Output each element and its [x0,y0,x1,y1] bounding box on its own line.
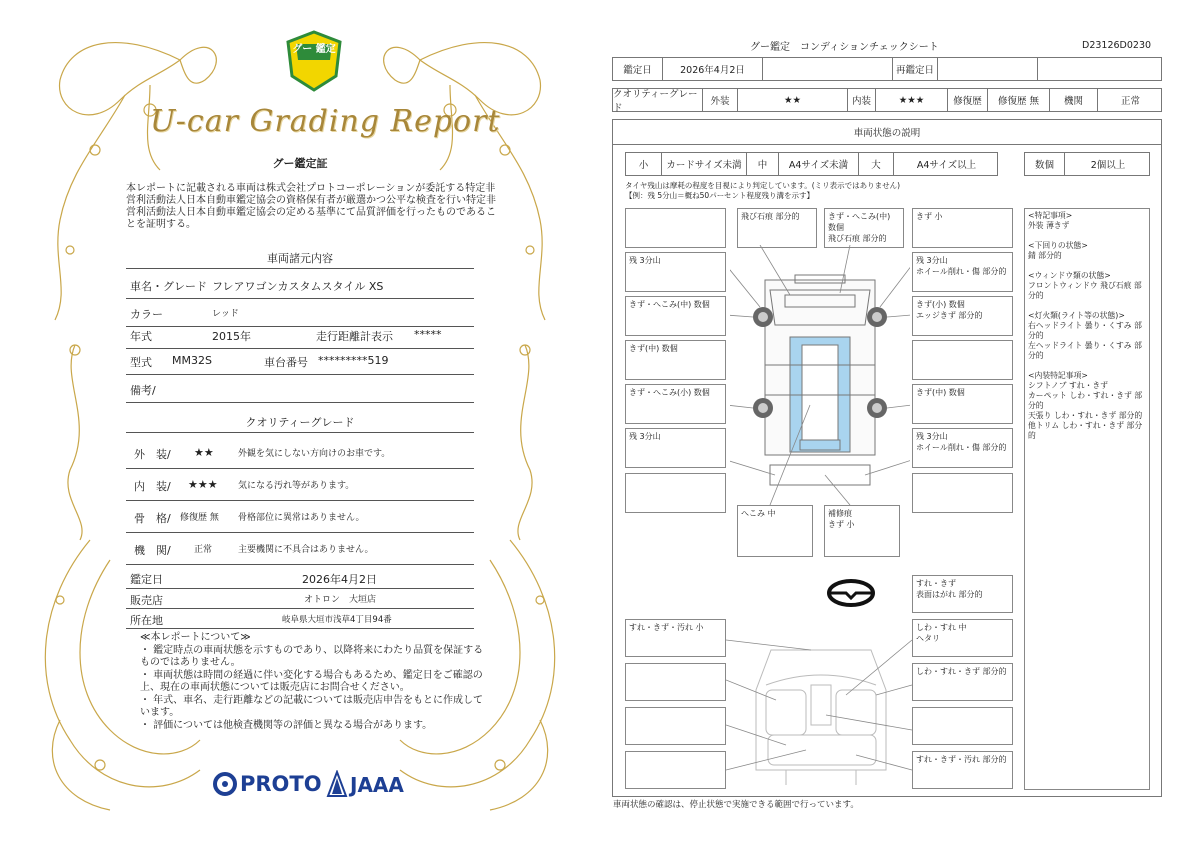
mileage-label: 走行距離計表示 [316,330,393,343]
size-large: 大 [859,153,894,175]
comment-box: 残 3分山 ホイール削れ・傷 部分的 [912,252,1013,292]
grade-label: 骨 格/ [134,512,171,525]
count-label: 数個 [1025,153,1065,175]
grade-label: 外 装/ [134,448,171,461]
comment-box: すれ・きず 表面はがれ 部分的 [912,575,1013,613]
quality-heading: クオリティーグレード [245,416,355,429]
grade-value: 修復歴 無 [180,513,219,523]
remarks-label: 備考/ [130,384,156,397]
color-value: レッド [212,309,239,319]
count-legend [1024,152,1150,176]
tire-note: タイヤ残山は摩耗の程度を目視により判定しています。(ミリ表示ではありません) [625,181,901,190]
repair-label: 修復歴 [948,89,988,111]
size-small-desc: カードサイズ未満 [662,153,747,175]
count-desc: 2個以上 [1090,160,1126,171]
name-value: フレアワゴンカスタムスタイル XS [212,280,384,293]
sheet-title: グー鑑定 コンディションチェックシート [750,42,939,53]
car-exterior-diagram [730,245,910,505]
color-label: カラー [130,308,163,321]
quality-row [612,88,1162,112]
engine-label: 機関 [1050,89,1098,111]
comment-box [625,707,726,745]
ext-value: ★★ [738,89,848,111]
comment-box [625,473,726,513]
certificate-title: グー鑑定証 [272,157,328,170]
special-notes-panel: <特記事項> 外装 薄きず <下回りの状態> 錆 部分的 <ウィンドウ類の状態> フロントウィンドウ 飛び石痕 部分的 <灯火類(ライト等の状態)> 右ヘッドライト 曇り・くすみ 部分的 左ヘッドライト 曇り・くすみ 部分的 <内装特記事項> シフトノブ すれ・きず カーペット しわ・すれ・きず 部分的 天張り しわ・すれ・きず 部分的 他トリム しわ・すれ・きず 部分的 [1024,208,1150,790]
quality-label: クオリティーグレード [613,89,703,111]
re-date-label: 再鑑定日 [893,58,938,80]
date-label: 鑑定日 [613,58,663,80]
car-interior-diagram [726,630,916,790]
grade-desc: 気になる汚れ等があります。 [238,481,355,491]
address-label: 所在地 [130,614,163,627]
repair-value: 修復歴 無 [988,89,1050,111]
date-row [612,57,1162,81]
proto-logo-icon [212,772,238,796]
name-label: 車名・グレード [130,280,207,293]
jaaa-logo-icon [326,770,348,798]
comment-box [912,340,1013,380]
certificate-body: 本レポートに記載される車両は株式会社プロトコーポレーションが委託する特定非営利活動法人日本自動車鑑定協会の資格保有者が厳選かつ公平な検査を行い特定非営利活動法人日本自動車鑑定協会の定める基準にて品質評価を行ったものであることを証明する。 [126,183,496,230]
int-value: ★★★ [876,89,948,111]
size-mid-desc: A4サイズ未満 [779,153,859,175]
grade-label: 内 装/ [134,480,171,493]
year-value: 2015年 [212,330,251,343]
grade-desc: 骨格部位に異常はありません。 [238,513,365,523]
date-blank [763,58,893,80]
grade-row [126,534,474,565]
notes-title: ≪本レポートについて≫ [140,632,251,643]
date-blank [1038,58,1163,80]
comment-box: すれ・きず・汚れ 部分的 [912,751,1013,789]
comment-box [625,208,726,248]
note-item: ・ 鑑定時点の車両状態を示すものであり、以降将来にわたり品質を保証するものではありません。 [140,644,484,668]
tire-note-example: 【例：残 5分山＝概ね50パーセント程度残り溝を示す】 [625,191,815,200]
comment-box: きず(中) 数個 [912,384,1013,424]
grade-value: 正常 [194,545,213,555]
document-id: D23126D0230 [1082,40,1152,51]
model-value: MM32S [172,354,212,367]
chassis-value: *********519 [318,354,389,367]
row-name [126,270,474,299]
comment-box: きず・へこみ(中) 数個 [625,296,726,336]
note-item: ・ 評価については他検査機関等の評価と異なる場合があります。 [140,719,433,731]
row-year [126,320,474,349]
re-date-value [938,58,1038,80]
comment-box: きず・へこみ(中) 数個 飛び石痕 部分的 [824,208,904,248]
size-legend [625,152,998,176]
proto-logo-text: PROTO [240,772,322,796]
note-item: ・ 年式、車名、走行距離などの記載については販売店申告をもとに作成しています。 [140,694,483,718]
row-model [126,346,474,375]
spec-heading: 車両諸元内容 [267,252,333,265]
date-label: 鑑定日 [130,573,163,586]
comment-box [625,663,726,701]
steering-wheel-icon [826,578,876,608]
size-large-desc: A4サイズ以上 [916,160,977,171]
divider [126,268,474,269]
comment-box: 飛び石痕 部分的 [737,208,817,248]
comment-box [625,751,726,789]
year-label: 年式 [130,330,152,343]
date-value: 2026年4月2日 [302,573,377,586]
comment-box: きず・へこみ(小) 数個 [625,384,726,424]
comment-box: 補修痕 きず 小 [824,505,900,557]
address-value: 岐阜県大垣市浅草4丁目94番 [282,615,392,625]
grade-value: ★★ [194,446,214,459]
grade-row [126,438,474,469]
note-item: ・ 車両状態は時間の経過に伴い変化する場合もあるため、鑑定日をご確認の上、現在の車両状態については販売店にお問合せください。 [140,669,483,693]
grade-value: ★★★ [188,478,218,491]
report-notes [140,632,492,732]
divider [126,432,474,433]
row-address [126,608,474,629]
size-mid: 中 [747,153,779,175]
ext-label: 外装 [703,89,738,111]
comment-box: きず(中) 数個 [625,340,726,380]
model-label: 型式 [130,356,152,369]
shop-value: オトロン 大垣店 [304,595,377,605]
comment-box: 残 3分山 [625,428,726,468]
comment-box: きず(小) 数個 エッジきず 部分的 [912,296,1013,336]
grade-desc: 外観を気にしない方向けのお車です。 [238,449,391,459]
comment-box [912,473,1013,513]
section-title: 車両状態の説明 [613,120,1161,145]
sheet-footer: 車両状態の確認は、停止状態で実施できる範囲で行っています。 [613,800,859,810]
size-small: 小 [626,153,662,175]
jaaa-logo-text: JAAA [350,773,404,797]
mileage-value: ***** [414,328,442,341]
grade-row [126,470,474,501]
int-label: 内装 [848,89,876,111]
grade-row [126,502,474,533]
grade-desc: 主要機関に不具合はありません。 [238,545,374,555]
date-value: 2026年4月2日 [663,58,763,80]
comment-box: きず 小 [912,208,1013,248]
comment-box: 残 3分山 ホイール削れ・傷 部分的 [912,428,1013,468]
grade-label: 機 関/ [134,544,171,557]
script-title: U-car Grading Report [150,104,501,139]
engine-value: 正常 [1120,96,1140,107]
chassis-label: 車台番号 [264,356,308,369]
shop-label: 販売店 [130,594,163,607]
comment-box: すれ・きず・汚れ 小 [625,619,726,657]
comment-box: へこみ 中 [737,505,813,557]
comment-box: 残 3分山 [625,252,726,292]
row-remarks [126,374,474,403]
comment-box [912,707,1013,745]
row-shop [126,588,474,609]
badge-text: グー 鑑定 [292,44,336,55]
comment-box: しわ・すれ・きず 部分的 [912,663,1013,701]
comment-box: しわ・すれ 中 ヘタリ [912,619,1013,657]
row-date [126,566,474,589]
